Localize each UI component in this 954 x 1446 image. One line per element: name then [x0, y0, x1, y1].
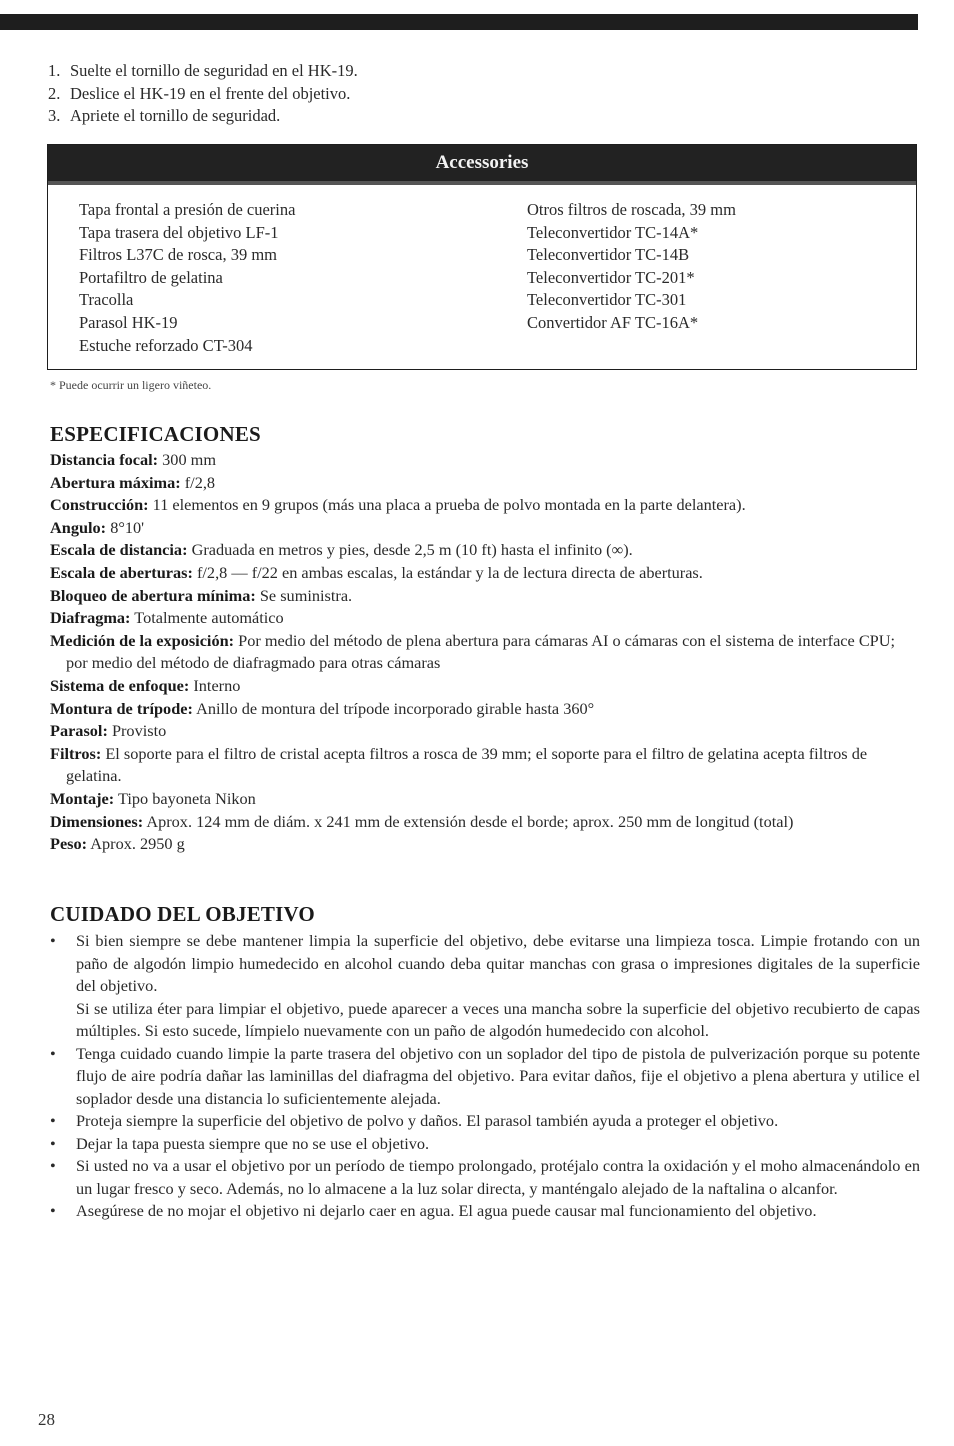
accessories-footnote: * Puede ocurrir un ligero viñeteo. — [50, 378, 212, 392]
spec-item: Medición de la exposición: Por medio del método de plena abertura para cámaras AI o cámaras con el sistema de interface CPU; por medio del método de diafragmado para otras cámaras — [50, 630, 896, 673]
care-bullet — [50, 1133, 920, 1156]
spec-item: Filtros: El soporte para el filtro de cristal acepta filtros a rosca de 39 mm; el soporte para el filtro de gelatina acepta filtros de gelatina. — [50, 743, 868, 786]
care-bullet — [50, 1155, 920, 1200]
accessory-item: Tapa trasera del objetivo LF-1 — [79, 222, 279, 242]
accessory-item: Tapa frontal a presión de cuerina — [79, 200, 296, 219]
spec-item: Construcción: 11 elementos en 9 grupos (más una placa a prueba de polvo montada en la parte delantera). — [50, 495, 746, 515]
top-decorative-bar — [0, 14, 918, 30]
accessory-item: Tracolla — [79, 290, 134, 310]
care-paragraph: • Proteja siempre la superficie del objetivo de polvo y daños. El parasol también ayuda a proteger el objetivo. — [76, 1111, 779, 1130]
specs-list — [50, 449, 920, 856]
spec-item: Distancia focal: 300 mm — [50, 450, 216, 469]
spec-item: Angulo: 8°10' — [50, 517, 145, 537]
spec-item: Sistema de enfoque: Interno — [50, 675, 241, 695]
accessories-left-column — [79, 199, 295, 357]
accessory-item: Portafiltro de gelatina — [79, 267, 223, 287]
spec-item: Abertura máxima: f/2,8 — [50, 472, 216, 492]
care-bullet — [50, 930, 920, 1043]
accessory-item: Teleconvertidor TC-14B — [527, 245, 690, 265]
accessory-item: Convertidor AF TC-16A* — [527, 312, 699, 332]
spec-item: Montura de trípode: Anillo de montura del trípode incorporado girable hasta 360° — [50, 698, 595, 718]
accessory-item: Teleconvertidor TC-201* — [527, 267, 695, 287]
care-paragraph: • Dejar la tapa puesta siempre que no se use el objetivo. — [76, 1133, 430, 1153]
care-bullet — [50, 1200, 920, 1223]
care-bullet — [50, 1043, 920, 1111]
step-item: 1. Suelte el tornillo de seguridad en el HK-19. — [48, 61, 358, 80]
accessory-item: Otros filtros de roscada, 39 mm — [527, 200, 736, 219]
spec-item: Diafragma: Totalmente automático — [50, 608, 284, 628]
accessory-item: Teleconvertidor TC-301 — [527, 290, 687, 310]
accessory-item: Estuche reforzado CT-304 — [79, 335, 253, 355]
spec-item: Escala de aberturas: f/2,8 — f/22 en ambas escalas, la estándar y la de lectura directa de aberturas. — [50, 562, 703, 582]
accessory-item: Parasol HK-19 — [79, 312, 178, 332]
accessories-box — [47, 144, 917, 370]
accessory-item: Teleconvertidor TC-14A* — [527, 222, 699, 242]
spec-item: Montaje: Tipo bayoneta Nikon — [50, 788, 256, 808]
care-heading: CUIDADO DEL OBJETIVO — [50, 902, 315, 926]
spec-item: Bloqueo de abertura mínima: Se suministra. — [50, 585, 353, 605]
care-paragraph: • Tenga cuidado cuando limpie la parte trasera del objetivo con un soplador del tipo de pistola de pulverización porque su potente flujo de aire podría dañar las laminillas del diafragma del objetivo. Para evitar daños, fije el objetivo a plena abertura y utilice el soplador desde una distancia lo suficientemente alejada. — [76, 1043, 920, 1108]
care-paragraph: • Asegúrese de no mojar el objetivo ni dejarlo caer en agua. El agua puede causar mal funcionamiento del objetivo. — [76, 1201, 817, 1220]
accessories-right-column — [527, 199, 736, 335]
care-paragraph: • Si usted no va a usar el objetivo por un período de tiempo prolongado, protéjalo contra la oxidación y el moho almacenándolo en un lugar fresco y seco. Además, no lo almacene a la luz solar directa, y manténgalo alejado de la naftalina o alcanfor. — [76, 1156, 920, 1198]
accessories-title: Accessories — [48, 145, 916, 185]
spec-item: Dimensiones: Aprox. 124 mm de diám. x 241 mm de extensión desde el borde; aprox. 250 mm de longitud (total) — [50, 811, 794, 831]
spec-item: Parasol: Provisto — [50, 721, 167, 741]
accessory-item: Filtros L37C de rosca, 39 mm — [79, 245, 277, 265]
specs-heading: ESPECIFICACIONES — [50, 422, 261, 446]
care-list — [50, 930, 920, 1223]
step-item: 3. Apriete el tornillo de seguridad. — [48, 106, 281, 125]
instruction-steps — [48, 60, 358, 128]
care-paragraph: Si se utiliza éter para limpiar el objetivo, puede aparecer a veces una mancha sobre la superficie del objetivo recubierto de capas múltiples. Si esto sucede, límpielo nuevamente con un paño de algodón humedecido con alcohol. — [76, 998, 920, 1040]
spec-item: Escala de distancia: Graduada en metros y pies, desde 2,5 m (10 ft) hasta el infinito (∞). — [50, 540, 633, 560]
care-bullet — [50, 1110, 920, 1133]
spec-item: Peso: Aprox. 2950 g — [50, 834, 185, 854]
page-number: 28 — [38, 1410, 55, 1429]
step-item: 2. Deslice el HK-19 en el frente del objetivo. — [48, 83, 351, 103]
care-paragraph: • Si bien siempre se debe mantener limpia la superficie del objetivo, debe evitarse una limpieza tosca. Limpie frotando con un paño de algodón limpio humedecido en alcohol cuando deba quitar manchas con grasa o impresiones digitales de la superficie del objetivo. — [76, 931, 920, 995]
